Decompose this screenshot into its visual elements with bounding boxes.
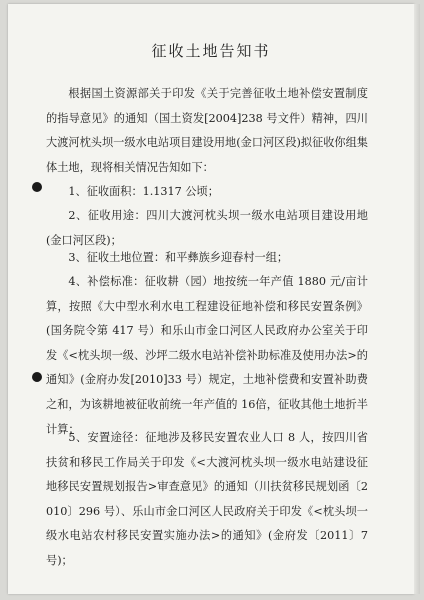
binding-hole [32,372,42,382]
binding-hole [32,182,42,192]
document-page [8,4,414,594]
item-location: 3、征收土地位置：和平彝族乡迎春村一组； [68,251,289,264]
item-resettlement: 5、安置途径：征地涉及移民安置农业人口 8 人，按四川省扶贫和移民工作局关于印发《<大渡河枕头坝一级水电站建设征地移民安置规划报告>审查意见》的通知（川扶贫移民规划函〔2010〕296 号）、乐山市金口河区人民政府关于印发《<枕头坝一级水电站农村移民安置实施办法>的通知》(金府发〔2011〕7 号)； [46,431,368,567]
item-area: 1、征收面积：1.1317 公顷； [68,185,219,198]
page-edge [414,4,420,594]
document-title: 征收土地告知书 [151,42,271,60]
intro-paragraph: 根据国土资源部关于印发《关于完善征收土地补偿安置制度的指导意见》的通知（国土资发[2004]238 号文件）精神，四川大渡河枕头坝一级水电站项目建设用地(金口河区段)拟征收你组集体土地，现将相关情况告知如下： [46,87,368,174]
item-purpose: 2、征收用途：四川大渡河枕头坝一级水电站项目建设用地(金口河区段)； [46,209,368,247]
item-compensation: 4、补偿标准：征收耕（园）地按统一年产值 1880 元/亩计算，按照《大中型水利水电工程建设征地补偿和移民安置条例》(国务院令第 417 号）和乐山市金口河区人民政府办公室关于印发《<枕头坝一级、沙坪二级水电站补偿补助标准及使用办法>的通知》(金府办发[2010]33 号）规定，土地补偿费和安置补助费之和，为该耕地被征收前统一年产值的 16倍，征收其他土地折半计算； [46,275,368,436]
